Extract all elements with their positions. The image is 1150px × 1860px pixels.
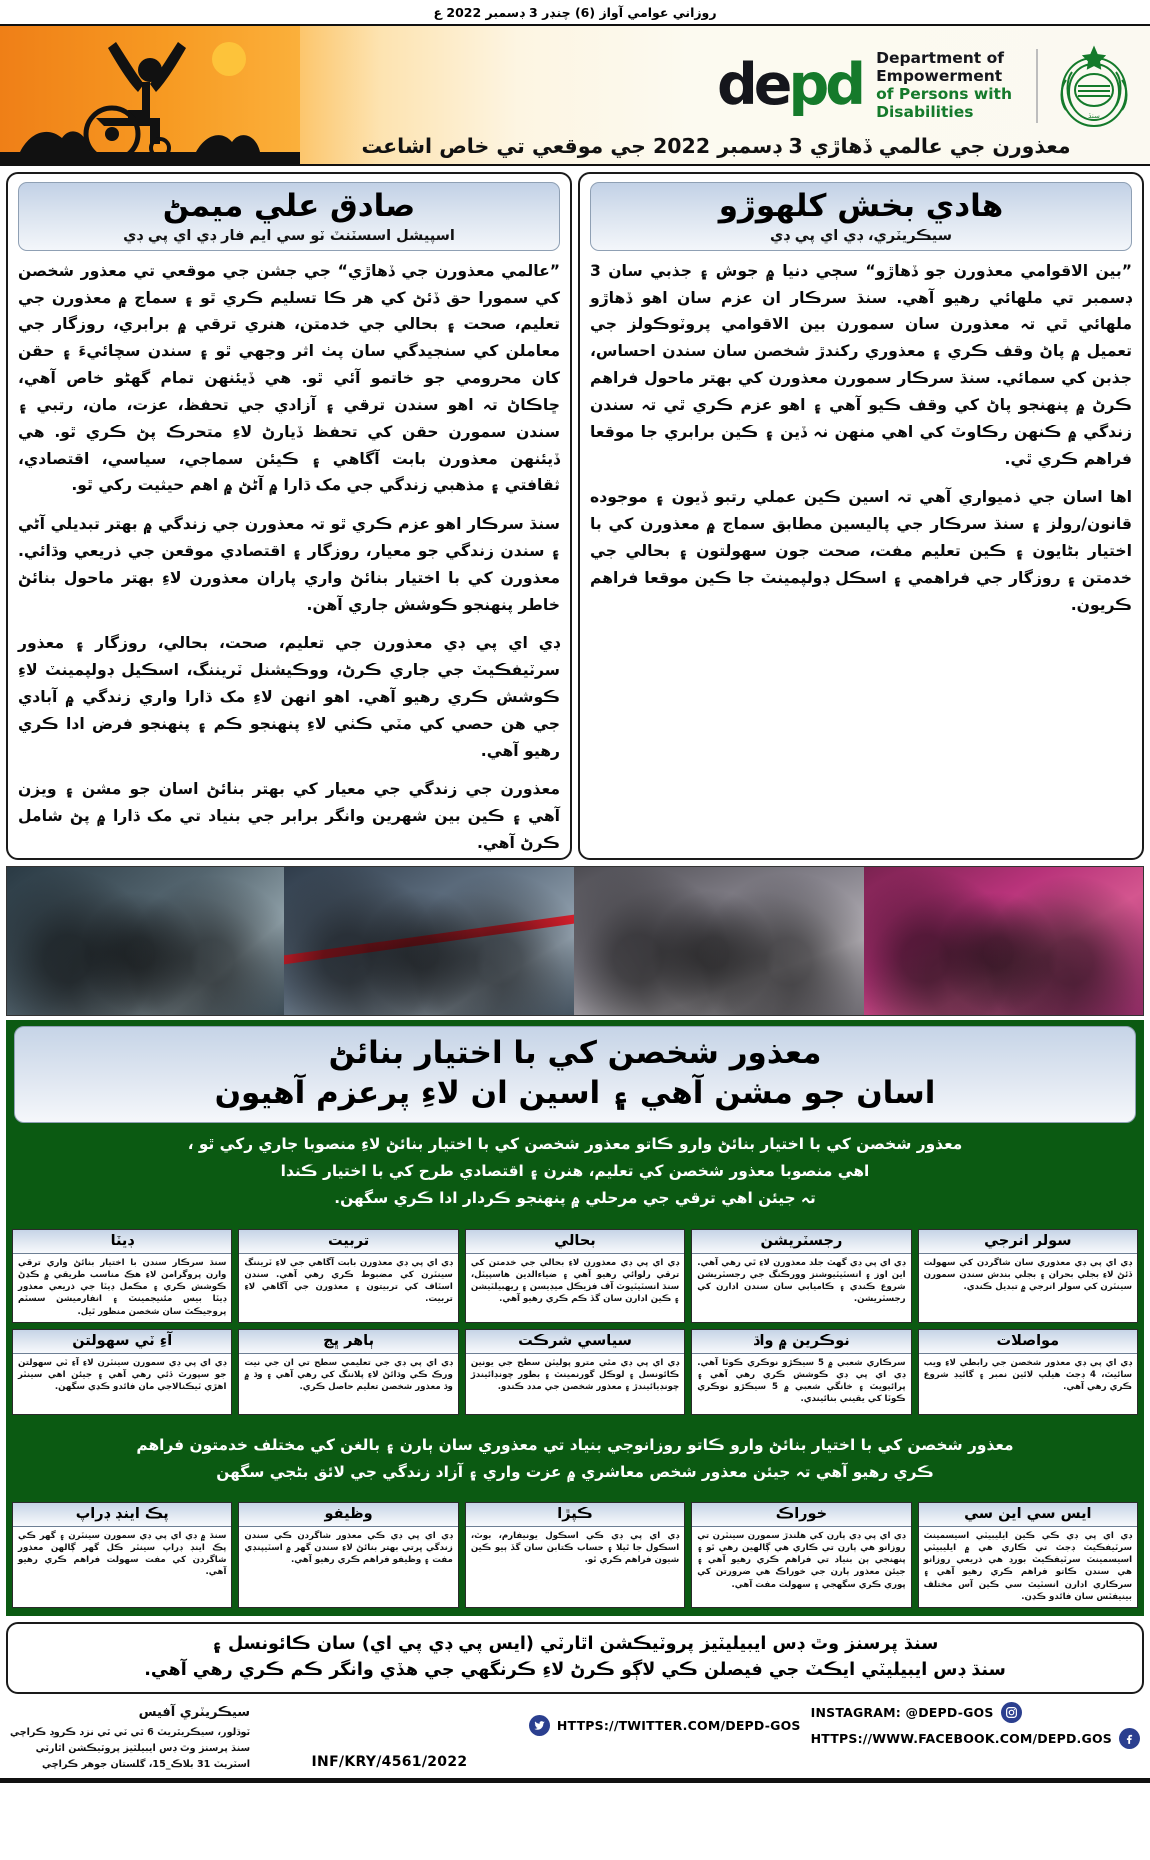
photo-strip bbox=[6, 866, 1144, 1016]
service-card-title: خوراڪ bbox=[692, 1503, 910, 1527]
service-card-pick-and-drop[interactable] bbox=[12, 1502, 232, 1608]
namebox-hadi-bux-kalhoro bbox=[590, 182, 1132, 251]
logo-divider bbox=[1036, 49, 1038, 123]
footer-social-links-right bbox=[811, 1702, 1140, 1749]
service-card-title: ڊيٽا bbox=[13, 1230, 231, 1254]
service-cards-row-2 bbox=[12, 1329, 1138, 1415]
footer-address-line1: ٽوڌلور، سيڪريٽريٽ 6 ٽي ٽي ٽي نزد ڪروڊ ڪراچي bbox=[10, 1727, 251, 1739]
service-card-body: ڊي اي پي ڊي سمورن سينٽرن لاءِ آءِ ٽي سهولتن جو سپورٽ ڏئي رهي آهي ۽ جيئن اهي سينٽر اهڙي ٽيڪنالاجي مان فائدو ڪڍي سگهن. bbox=[18, 1357, 227, 1393]
article-paragraph: ”عالمي معذورن جي ڏهاڙي“ جي جشن جي موقعي تي معذور شخصن کي سمورا حق ڏئڻ کي هر ڪا تسليم ڪري ٿو ۽ سماج ۾ معذورن جي تعليم، صحت ۽ بحالي جي خدمتن، هنري ترقي ۾ برابري، روزگار جي معاملن کي سنجيدگي سان پٺ اثر وجهي ٿو ۽ سندن سچائيءَ ۽ حقن کان محرومي جو خاتمو آئي ٿو. هي ڏيئنهن تمام گهڻو خاص آهي، ڇاڪاڻ تہ اهو سندن ترقي ۽ آزادي جي تحفظ، عزت، مان، رتبي ۽ سندن سمورن حقن کي تحفظ ڏيارڻ لاءِ متحرڪ پڻ ڪري ٿو. هي ڏيئنهن معذورن بابت آگاهي ۽ ڪيئن سماجي، سياسي، اقتصادي، ثقافتي ۽ مذهبي زندگي جي مک ڌارا ۾ آڻڻ ۾ اهم حيثيت رکي ٿو. bbox=[18, 261, 560, 495]
service-card-title: سياسي شرڪت bbox=[466, 1330, 684, 1354]
service-cards-row-3 bbox=[12, 1502, 1138, 1608]
article-paragraph: سنڌ سرڪار اهو عزم ڪري ٿو تہ معذورن جي زندگي ۾ بهتر تبديلي آڻي ۽ سندن زندگي جو معيار، روزگار ۽ اقتصادي موقعن جي ذريعي وڌائي. معذورن کي با اختيار بنائڻ واري پاران معذورن لاءِ بهتر ماحول بنائڻ خاطر پنهنجو ڪوشش جاري آهن. bbox=[18, 515, 560, 614]
photo-audience-clapping bbox=[864, 867, 1143, 1015]
mission-section bbox=[6, 1020, 1144, 1225]
article-paragraph: ڊي اي پي ڊي معذورن جي تعليم، صحت، بحالي، روزگار ۽ معذور سرٽيفڪيٽ جي جاري ڪرڻ، ووڪيشنل ٽريننگ، اسڪيل ڊولپمينٽ لاءِ ڪوشش ڪري رهيو آهي. اهو انهن لاءِ مک ڌارا واري زندگي ۾ آبادي جي هن حصي کي مٽي ڪٺي لاءِ پنهنجو ڪم ۽ پنهنجو فرض ادا ڪري رهيو آهي. bbox=[18, 634, 560, 760]
banner-title: معذورن جي عالمي ڏهاڙي 3 ڊسمبر 2022 جي موقعي تي خاص اشاعت bbox=[361, 134, 1071, 158]
service-card-title: ڪپڙا bbox=[466, 1503, 684, 1527]
article-paragraph: ”بين الاقوامي معذورن جو ڏهاڙو“ سڄي دنيا ۾ جوش ۽ جذبي سان 3 ڊسمبر تي ملهائي رهيو آهي. سنڌ سرڪار ان عزم سان اهو ڏهاڙو ملهائي ٿي تہ معذورن سان سمورن بين الاقوامي پروٽوڪولز جي تعميل ۾ پاڻ وقف ڪري ۽ معذوري رکندڙ شخصن سان سندن احساس، جذبن کي سمائي. سنڌ سرڪار سمورن معذورن کي بهتر ماحول فراهم ڪرڻ ۾ پنهنجو پاڻ کي وقف ڪيو آهي ۽ اهو عزم ڪري ٿي تہ سندن زندگي ۾ ڪنهن رڪاوٽ کي اهي منهن نہ ڏين ۽ ڪين برابري جا موقعا فراهم ڪري ٿي. bbox=[590, 261, 1132, 468]
service-card-outreach[interactable] bbox=[238, 1329, 458, 1415]
masthead-bar bbox=[0, 0, 1150, 26]
namebox-sadiq-ali-memon bbox=[18, 182, 560, 251]
service-card-title: وظيفو bbox=[239, 1503, 457, 1527]
service-card-body: سنڌ سرڪار سندن با اختيار بنائڻ واري ترقي وارن پروگرامن لاءِ هڪ مناسب طريقي ۾ ڪڍڻ ڪوشش ڪري ۽ مڪمل ڊيٽا جي ذريعي معذور ڊيٽا بيس مئنيجمينٽ ۽ انفارميشن سسٽم پروجيڪٽ سان شخصن منظور ٿيل. bbox=[18, 1257, 227, 1317]
service-cards-bottom bbox=[6, 1498, 1144, 1616]
sindh-government-crest-icon bbox=[1052, 40, 1136, 132]
council-line1: سنڌ پرسنز وٿ ڊس ايبيليٽيز پروٽيڪشن اٿارٽي (ايس پي ڊي پي اي) سان ڪائونسل ۽ bbox=[211, 1633, 939, 1654]
mission-paragraph-line3: تہ جيئن اهي ترقي جي مرحلي ۾ پنهنجو ڪردار ادا ڪري سگهن. bbox=[334, 1189, 816, 1208]
article-body bbox=[590, 258, 1132, 631]
article-author-name: صادق علي ميمڻ bbox=[162, 188, 416, 224]
service-card-title: ٻاهر ڀڃ bbox=[239, 1330, 457, 1354]
photo-officials-group bbox=[574, 867, 864, 1015]
facebook-label: HTTPS://WWW.FACEBOOK.COM/DEPD.GOS bbox=[810, 1731, 1112, 1747]
photo-ribbon-cutting bbox=[284, 867, 574, 1015]
article-body bbox=[18, 258, 560, 860]
twitter-icon[interactable] bbox=[529, 1715, 550, 1736]
footer-address-line2: سنڌ پرسنز وٿ ڊس ايبيلٽيز پروٽيڪشن اٿارٽي bbox=[35, 1743, 251, 1755]
services-intro-line2: ڪري رهيو آهي تہ جيئن معذور شخص معاشري ۾ عزت واري ۽ آزاد زندگي جي لائق بڻجي سگهن bbox=[216, 1463, 934, 1482]
banner-logo-group bbox=[717, 40, 1136, 132]
ribbon-graphic bbox=[284, 911, 574, 968]
service-card-body: سرڪاري شعبي ۾ 5 سيڪڙو نوڪري ڪوٽا آهي. ڊي اي پي ڊي ڪوشش ڪري رهي آهي ۽ پرائيويٽ ۽ خانگي شعبي ۾ 5 سيڪڙو نوڪري ڪوٽا کي يقيني بنائيندي. bbox=[697, 1357, 906, 1405]
council-line2: سنڌ ڊس ايبيليٽي ايڪٽ جي فيصلن ڪي لاڳو ڪرڻ لاءِ ڪرنگهي جي هڏي وانگر ڪم ڪري رهي آهي. bbox=[144, 1660, 1006, 1681]
service-card-scnc[interactable] bbox=[918, 1502, 1138, 1608]
depd-subtitle-line1: Department of bbox=[876, 49, 1004, 68]
service-card-body: سنڌ ۾ ڊي اي پي ڊي سمورن سينٽرن ۽ گهر ڪي پڪ اينڊ ڊراپ سينٽر ڪل گهر ڳالهن معذور شاگردن کي مفت سهولت فراهم ڪري رهيو آهي. bbox=[18, 1530, 227, 1578]
service-card-body: ڊي اي پي ڊي جي تعليمي سطح تي ان جي نيت ورڪ ڪي وڌائڻ لاءِ پلاننگ کي رهي آهي ۽ وڌ ۾ وڌ معذور شخصن تعليم حاصل ڪري. bbox=[244, 1357, 453, 1393]
services-intro-strip bbox=[6, 1423, 1144, 1498]
mission-headline-box bbox=[14, 1026, 1136, 1123]
article-author-name: هادي بخش کلهوڙو bbox=[718, 188, 1004, 224]
service-card-title: نوڪرين ۾ واڌ bbox=[692, 1330, 910, 1354]
service-card-training[interactable] bbox=[238, 1229, 458, 1323]
service-card-body: ڊي اي پي ڊي ٻارن کي هلندڙ سمورن سينٽرن تي روزانو هي ٻارن تي ڪاري هي ڳالهين رهي ٿو ۽ پنهنجي ٻن بنياد تي فراهم ڪري رهيو آهي ۽ جيئن معذور ٻارن جي خوراڪ هي ضرورتن کي پوري ڪري سگهجي ۽ سهولت مفت آهي. bbox=[697, 1530, 906, 1590]
service-card-food[interactable] bbox=[691, 1502, 911, 1608]
service-card-data[interactable] bbox=[12, 1229, 232, 1323]
services-intro-line1: معذور شخصن کي با اختيار بنائڻ وارو ڪاتو روزانوجي بنياد تي معذوري سان ٻارن ۽ بالغن کي مختلف خدمتون فراهم bbox=[136, 1435, 1014, 1454]
photo-award-handshake bbox=[7, 867, 284, 1015]
top-banner bbox=[0, 26, 1150, 166]
footer-address-block bbox=[10, 1702, 250, 1772]
service-card-political-participation[interactable] bbox=[465, 1329, 685, 1415]
footer-office-title: سيڪريٽري آفيس bbox=[138, 1705, 251, 1721]
service-card-solar-energy[interactable] bbox=[918, 1229, 1138, 1323]
depd-subtitle-line3: of Persons with bbox=[876, 85, 1012, 103]
service-card-body: ڊي اي پي ڊي مٿي مترو پوليٽن سطح جي يونين ڪائونسل ۽ لوڪل گورنمينٽ ۽ بطور چونڊائيندڙ چونڊيائيندڙ ۽ معذور شخصن جي مدد ڪندو. bbox=[470, 1357, 680, 1393]
facebook-icon[interactable] bbox=[1119, 1728, 1140, 1749]
masthead-text: روزاني عوامي آواز (6) چنڊر 3 ڊسمبر 2022 ع bbox=[433, 4, 717, 20]
mission-headline-line2: اسان جو مشن آهي ۽ اسين ان لاءِ پرعزم آهيون bbox=[214, 1075, 936, 1112]
mission-paragraph bbox=[14, 1129, 1136, 1215]
service-card-title: ايس سي اين سي bbox=[919, 1503, 1137, 1527]
twitter-label: HTTPS://TWITTER.COM/DEPD-GOS bbox=[556, 1718, 801, 1734]
instagram-label: INSTAGRAM: @DEPD-GOS bbox=[810, 1705, 994, 1721]
footer-rule bbox=[0, 1778, 1150, 1783]
article-paragraph: اها اسان جي ذميواري آهي تہ اسين ڪين عملي رتبو ڏيون ۽ موجوده قانون/رولز ۽ سنڌ سرڪار جي پاليسين مطابق سماج ۾ معذورن کي با اختيار بڻايون ۽ ڪين تعليم مفت، صحت جون سهولتون ۽ بحالي جي خدمتن ۽ روزگار جي فراهمي ۽ اسڪل ڊولپمينٽ جا ڪين موقعا فراهم ڪريون. bbox=[590, 488, 1132, 614]
service-card-body: ڊي اي پي ڊي ڪي ڪين ايليبيٽي اسيسمينٽ سرٽيفڪيٽ ڊجٽ تي ڪاري هي ۾ ايليبيٽي اسيسمينٽ سرٽيفڪيٽ بورڊ هي ذريعي روزانو هي سندن ڪاتو فراهم ڪري رهيو آهي ۽ سرڪاري ادارن انسٽيٽ سي ڪين آس مختلف بينيفٽس سان فائدو ڪڍن. bbox=[923, 1530, 1133, 1602]
service-card-title: سولر انرجي bbox=[919, 1230, 1137, 1254]
footer-reference-number: INF/KRY/4561/2022 bbox=[311, 1754, 468, 1771]
service-card-title: مواصلات bbox=[919, 1330, 1137, 1354]
service-card-body: ڊي اي پي ڊي معذور شخصن جي رابطي لاءِ ويب سائيٽ، 4 ڊجٽ هيلپ لائين نمبر ۽ گائيڊ شروع ڪري رهي آهي. bbox=[923, 1357, 1133, 1393]
article-paragraph: معذورن جي زندگي جي معيار کي بهتر بنائڻ اسان جو مشن ۽ ويزن آهي ۽ ڪين بين شهرين وانگر برابر جي بنياد تي مک ڌارا ۾ پڻ شامل ڪرڻ آهي. bbox=[18, 780, 560, 853]
service-card-body: ڊي اي پي ڊي معذوري سان شاگردن کي سهولت ڏئڻ لاءِ بجلي بحران ۽ بجلي بندش سندن سمورن سينٽرن کي سولر انرجي ۾ تبديل ڪندي. bbox=[923, 1257, 1133, 1293]
footer bbox=[0, 1694, 1150, 1776]
depd-subtitle-line4: Disabilities bbox=[876, 102, 974, 121]
service-card-registration[interactable] bbox=[691, 1229, 911, 1323]
depd-subtitle-line2: Empowerment bbox=[876, 67, 1003, 86]
council-statement-box bbox=[6, 1622, 1144, 1695]
social-facebook-row[interactable] bbox=[811, 1728, 1140, 1749]
service-card-communications[interactable] bbox=[918, 1329, 1138, 1415]
mission-paragraph-line2: اهي منصوبا معذور شخصن کي تعليم، هنرن ۽ اقتصادي طرح کي با اختيار ڪندا bbox=[280, 1162, 870, 1181]
service-card-job-quota[interactable] bbox=[691, 1329, 911, 1415]
service-cards-row-1 bbox=[12, 1229, 1138, 1323]
service-card-title: تربيت bbox=[239, 1230, 457, 1254]
social-twitter-row[interactable] bbox=[529, 1715, 801, 1736]
footer-address-line3: اسٽريٽ 31 بلاڪ_15، گلستان جوهر ڪراچي bbox=[42, 1758, 251, 1770]
service-card-body: ڊي اي پي ڊي گهٽ جلد معذورن لاءِ ٿي رهي آهي. اين اوز ۽ انسٽيٽيوشنز وورڪنگ جي رجسٽريشن شروع ڪندي ۽ ڪاميابي سان سندن ادارن کي رجسٽريشن. bbox=[697, 1257, 906, 1305]
depd-wordmark-green: pd bbox=[788, 52, 863, 119]
service-card-stipend[interactable] bbox=[238, 1502, 458, 1608]
service-card-title: بحالي bbox=[466, 1230, 684, 1254]
service-card-title: رجسٽريشن bbox=[692, 1230, 910, 1254]
svg-text:سنڌ: سنڌ bbox=[1088, 112, 1100, 120]
mission-paragraph-line1: معذور شخصن کي با اختيار بنائڻ وارو ڪاتو معذور شخصن کي با اختيار بنائڻ لاءِ منصوبا جاري رکي ٿو ، bbox=[187, 1134, 963, 1153]
service-card-body: ڊي اي پي ڊي ڪي معذور شاگردن ڪي سندن زندگي ڀرتي بهتر بنائڻ لاءِ سندن گهر ۾ اسٽيپنڊي مفت ۽ وظيفو فراهم ڪري رهيو آهي. bbox=[244, 1530, 453, 1566]
depd-wordmark bbox=[717, 52, 863, 119]
service-card-body: ڊي اي پي ڊي معذورن لاءِ بحالي جي خدمتن کي ترقي رلوائي رهيو آهي ۽ ضياءالدين هاسپيٽل، سنڌ انسٽيٽيوٽ آف فزيڪل ميڊيسن ۽ ريهبيلٽيشن ۽ ڪين ادارن سان گڏ ڪم ڪري رهيو آهي. bbox=[470, 1257, 680, 1305]
article-author-designation: سيڪريٽري، ڊي اي پي ڊي bbox=[769, 227, 952, 244]
service-card-clothing[interactable] bbox=[465, 1502, 685, 1608]
articles-section bbox=[0, 166, 1150, 866]
depd-wordmark-dark: de bbox=[717, 52, 789, 119]
depd-subtitle bbox=[876, 50, 1022, 122]
footer-social-group bbox=[529, 1702, 1140, 1749]
service-card-title: پڪ اينڊ ڊراپ bbox=[13, 1503, 231, 1527]
wheelchair-silhouette-graphic bbox=[0, 26, 300, 166]
service-card-body: ڊي اي پي ڊي معذورن بابت آگاهي جي لاءِ ٽريننگ سينٽرن کي مضبوط ڪري رهي آهي. سندن اسٽاف کي تربيتون ۽ معذورن جي آگاهي لاءِ تربيت. bbox=[244, 1257, 453, 1305]
social-instagram-row[interactable] bbox=[811, 1702, 1140, 1723]
article-author-designation: اسپيشل اسسٽنٽ ٽو سي ايم فار ڊي اي پي ڊي bbox=[123, 227, 455, 244]
service-card-it-facilities[interactable] bbox=[12, 1329, 232, 1415]
mission-headline-line1: معذور شخصن کي با اختيار بنائڻ bbox=[328, 1035, 822, 1071]
service-card-title: آءِ ٽي سهولتن bbox=[13, 1330, 231, 1354]
service-card-body: ڊي اي پي ڊي ڪي اسڪول يونيفارم، بوٽ، اسڪول جا ٿيلا ۽ حساب ڪتابن سان گڏ ٻيو ڪين شيون فراهم ڪري ٿو. bbox=[470, 1530, 680, 1566]
instagram-icon[interactable] bbox=[1001, 1702, 1022, 1723]
article-sadiq-ali-memon bbox=[6, 172, 572, 860]
article-hadi-bux-kalhoro bbox=[578, 172, 1144, 860]
service-cards-top bbox=[6, 1225, 1144, 1423]
service-card-rehabilitation[interactable] bbox=[465, 1229, 685, 1323]
